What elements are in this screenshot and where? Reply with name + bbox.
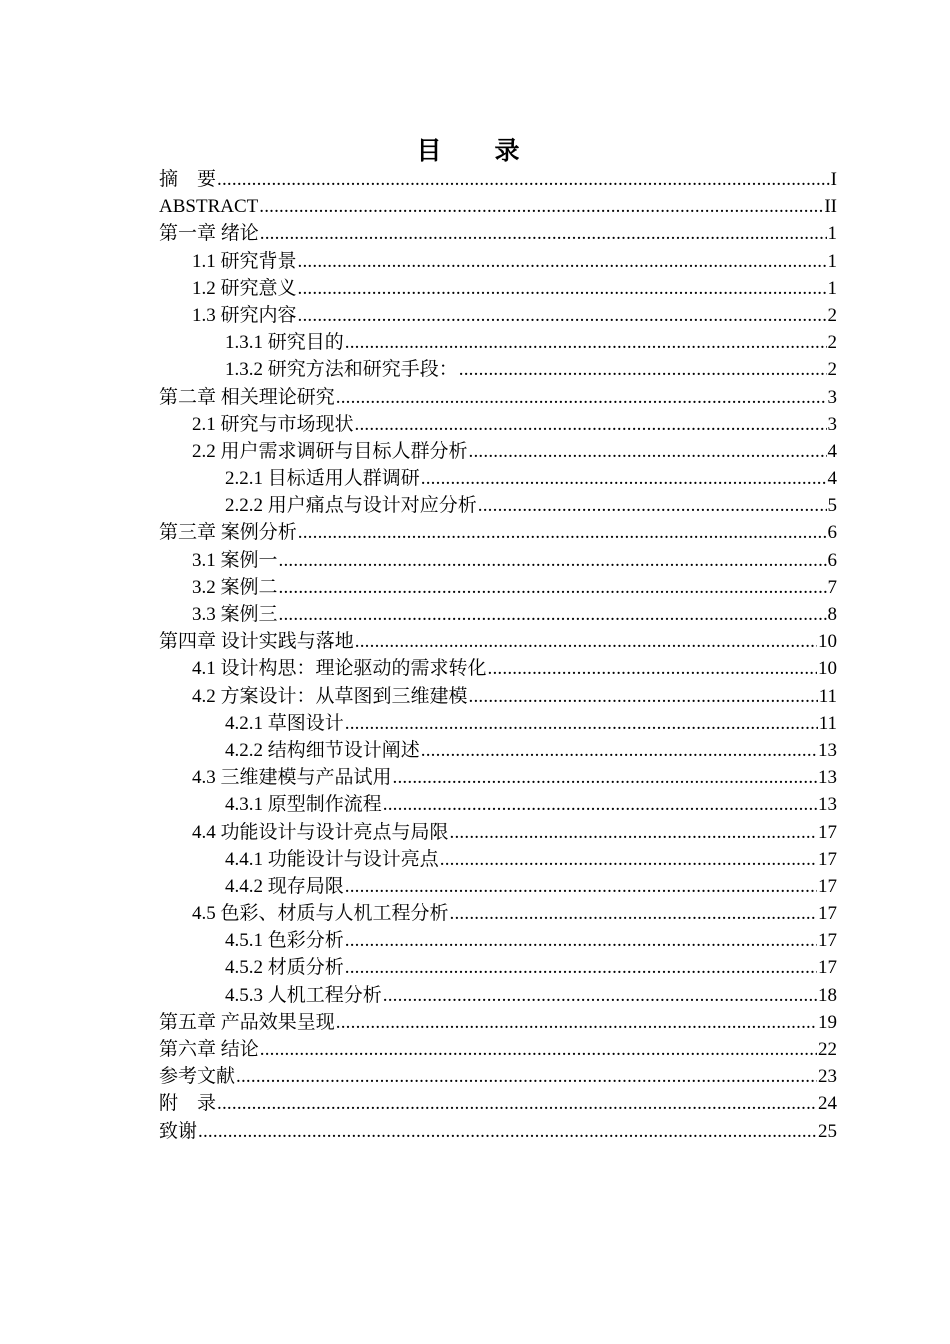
toc-entry-label: 1.1 研究背景	[192, 250, 297, 272]
toc-dot-leader	[345, 710, 818, 737]
toc-entry-label: 第五章 产品效果呈现	[159, 1011, 335, 1033]
toc-entry-label: 2.2.2 用户痛点与设计对应分析	[225, 495, 477, 517]
toc-dot-leader	[345, 873, 817, 900]
toc-dot-leader	[298, 275, 827, 302]
toc-entry[interactable]	[159, 846, 837, 873]
toc-entry-page-number: 10	[818, 631, 837, 653]
toc-entry[interactable]	[159, 1036, 837, 1063]
toc-dot-leader	[217, 166, 830, 193]
toc-entry-label: 第三章 案例分析	[159, 522, 297, 544]
toc-entry[interactable]	[159, 737, 837, 764]
toc-entry-page-number: 11	[818, 712, 837, 734]
toc-entry-label: 4.1 设计构思：理论驱动的需求转化	[192, 658, 487, 680]
toc-entry[interactable]	[159, 1090, 837, 1117]
toc-entry-page-number: 10	[818, 658, 837, 680]
toc-entry-page-number: 5	[827, 495, 837, 517]
toc-entry-label: 4.2 方案设计：从草图到三维建模	[192, 685, 468, 707]
toc-entry[interactable]	[159, 1063, 837, 1090]
toc-entry[interactable]	[159, 873, 837, 900]
toc-entry[interactable]	[159, 1118, 837, 1145]
toc-dot-leader	[450, 819, 817, 846]
toc-entry[interactable]	[159, 438, 837, 465]
toc-entry-page-number: 6	[827, 549, 837, 571]
toc-entry[interactable]	[159, 628, 837, 655]
toc-entry-label: 4.2.1 草图设计	[225, 712, 344, 734]
toc-entry[interactable]	[159, 302, 837, 329]
toc-entry[interactable]	[159, 655, 837, 682]
toc-dot-leader	[279, 547, 827, 574]
toc-entry-page-number: 17	[818, 957, 837, 979]
toc-entry-page-number: 6	[827, 522, 837, 544]
toc-entry-label: 3.2 案例二	[192, 576, 278, 598]
toc-entry-label: 摘 要	[159, 169, 217, 190]
toc-entry[interactable]	[159, 465, 837, 492]
toc-dot-leader	[469, 438, 827, 465]
toc-entry[interactable]	[159, 492, 837, 519]
toc-entry[interactable]	[159, 900, 837, 927]
toc-entry-page-number: 3	[827, 386, 837, 408]
toc-dot-leader	[336, 1009, 817, 1036]
toc-dot-leader	[383, 982, 817, 1009]
toc-entry-page-number: 17	[818, 821, 837, 843]
toc-entry-page-number: 8	[827, 604, 837, 625]
toc-entry[interactable]	[159, 710, 837, 737]
toc-entry-label: 4.4 功能设计与设计亮点与局限	[192, 821, 449, 843]
toc-entry[interactable]	[159, 683, 837, 710]
toc-dot-leader	[260, 220, 827, 247]
toc-entry-label: 3.3 案例三	[192, 604, 278, 625]
toc-entry-label: 2.1 研究与市场现状	[192, 413, 354, 435]
toc-entry[interactable]	[159, 356, 837, 383]
toc-entry-page-number: 23	[818, 1066, 837, 1088]
toc-entry-page-number: 17	[818, 848, 837, 870]
toc-dot-leader	[298, 519, 827, 546]
toc-entry-page-number: 1	[827, 223, 837, 245]
toc-entry[interactable]	[159, 574, 837, 601]
toc-entry-page-number: 2	[827, 332, 837, 354]
toc-entry-page-number: 17	[818, 903, 837, 925]
toc-entry-label: 4.5.1 色彩分析	[225, 930, 344, 952]
toc-entry-page-number: 11	[818, 685, 837, 707]
toc-dot-leader	[450, 900, 817, 927]
toc-dot-leader	[260, 1036, 817, 1063]
toc-entry-label: 4.3.1 原型制作流程	[225, 794, 382, 816]
toc-entry[interactable]	[159, 601, 837, 628]
toc-entry-page-number: 7	[827, 576, 837, 598]
toc-dot-leader	[279, 574, 827, 601]
toc-entry[interactable]	[159, 791, 837, 818]
toc-dot-leader	[478, 492, 827, 519]
toc-dot-leader	[345, 329, 827, 356]
toc-entry[interactable]	[159, 220, 837, 247]
toc-dot-leader	[345, 927, 817, 954]
toc-entry-label: 第一章 绪论	[159, 223, 259, 245]
toc-entry-label: 2.2 用户需求调研与目标人群分析	[192, 440, 468, 462]
toc-entry-page-number: 25	[818, 1120, 837, 1142]
toc-entry-label: 附 录	[159, 1093, 217, 1115]
toc-dot-leader	[198, 1118, 817, 1145]
toc-dot-leader	[259, 193, 823, 220]
toc-dot-leader	[298, 248, 827, 275]
toc-entry-page-number: 4	[827, 468, 837, 490]
toc-title: 目 录	[416, 138, 534, 165]
toc-entry-page-number: 2	[827, 359, 837, 381]
toc-dot-leader	[393, 764, 817, 791]
toc-dot-leader	[421, 737, 817, 764]
toc-entry-label: 1.2 研究意义	[192, 277, 297, 299]
toc-dot-leader	[298, 302, 827, 329]
toc-entry[interactable]	[159, 329, 837, 356]
toc-entry-page-number: 3	[827, 413, 837, 435]
toc-entry-label: 3.1 案例一	[192, 549, 278, 571]
toc-entry[interactable]	[159, 547, 837, 574]
toc-entry-label: 4.2.2 结构细节设计阐述	[225, 739, 420, 761]
toc-entry[interactable]	[159, 1009, 837, 1036]
toc-entry-label: 1.3.1 研究目的	[225, 332, 344, 354]
toc-entry-label: 参考文献	[159, 1066, 236, 1088]
toc-entry[interactable]	[159, 764, 837, 791]
toc-entry[interactable]	[159, 275, 837, 302]
toc-dot-leader	[236, 1063, 817, 1090]
toc-entry[interactable]	[159, 954, 837, 981]
toc-dot-leader	[383, 791, 817, 818]
toc-entry-label: 4.3 三维建模与产品试用	[192, 767, 392, 789]
toc-entry-label: 4.4.2 现存局限	[225, 875, 344, 897]
toc-entry-label: ABSTRACT	[159, 196, 259, 218]
toc-entry-page-number: 13	[818, 739, 837, 761]
toc-entry-page-number: II	[824, 196, 837, 218]
toc-entry-page-number: 4	[827, 440, 837, 462]
toc-entry-label: 第四章 设计实践与落地	[159, 631, 354, 653]
toc-entry[interactable]	[159, 819, 837, 846]
toc-entry-label: 4.5.2 材质分析	[225, 957, 344, 979]
toc-entry-label: 4.4.1 功能设计与设计亮点	[225, 848, 439, 870]
toc-entry-page-number: 24	[818, 1093, 837, 1115]
toc-entry[interactable]	[159, 411, 837, 438]
toc-entry-label: 1.3.2 研究方法和研究手段：	[225, 359, 458, 381]
toc-entry-page-number: 17	[818, 875, 837, 897]
toc-dot-leader	[217, 1090, 817, 1117]
toc-entry-page-number: 2	[827, 304, 837, 326]
toc-dot-leader	[421, 465, 827, 492]
toc-entry[interactable]	[159, 193, 837, 220]
toc-list	[159, 166, 837, 1145]
toc-entry-page-number: 19	[818, 1011, 837, 1033]
toc-dot-leader	[469, 683, 818, 710]
toc-entry-page-number: I	[830, 169, 837, 190]
toc-dot-leader	[355, 411, 827, 438]
toc-entry-page-number: 18	[818, 984, 837, 1006]
toc-dot-leader	[279, 601, 827, 628]
toc-dot-leader	[488, 655, 817, 682]
toc-entry[interactable]	[159, 248, 837, 275]
toc-entry-label: 1.3 研究内容	[192, 304, 297, 326]
toc-entry-label: 4.5 色彩、材质与人机工程分析	[192, 903, 449, 925]
toc-dot-leader	[440, 846, 817, 873]
toc-entry-page-number: 1	[827, 250, 837, 272]
toc-entry-page-number: 22	[818, 1039, 837, 1060]
toc-entry-label: 第二章 相关理论研究	[159, 386, 335, 408]
toc-entry[interactable]	[159, 927, 837, 954]
toc-entry[interactable]	[159, 166, 837, 193]
toc-entry-label: 4.5.3 人机工程分析	[225, 984, 382, 1006]
toc-dot-leader	[345, 954, 817, 981]
toc-dot-leader	[355, 628, 817, 655]
toc-entry[interactable]	[159, 982, 837, 1009]
toc-dot-leader	[336, 384, 827, 411]
toc-entry[interactable]	[159, 519, 837, 546]
toc-entry-label: 第六章 结论	[159, 1039, 259, 1060]
toc-entry-page-number: 13	[818, 767, 837, 789]
toc-entry-label: 致谢	[159, 1120, 198, 1142]
toc-entry-page-number: 1	[827, 277, 837, 299]
toc-entry-label: 2.2.1 目标适用人群调研	[225, 468, 420, 490]
toc-entry[interactable]	[159, 384, 837, 411]
toc-entry-page-number: 17	[818, 930, 837, 952]
toc-entry-page-number: 13	[818, 794, 837, 816]
toc-dot-leader	[459, 356, 827, 383]
